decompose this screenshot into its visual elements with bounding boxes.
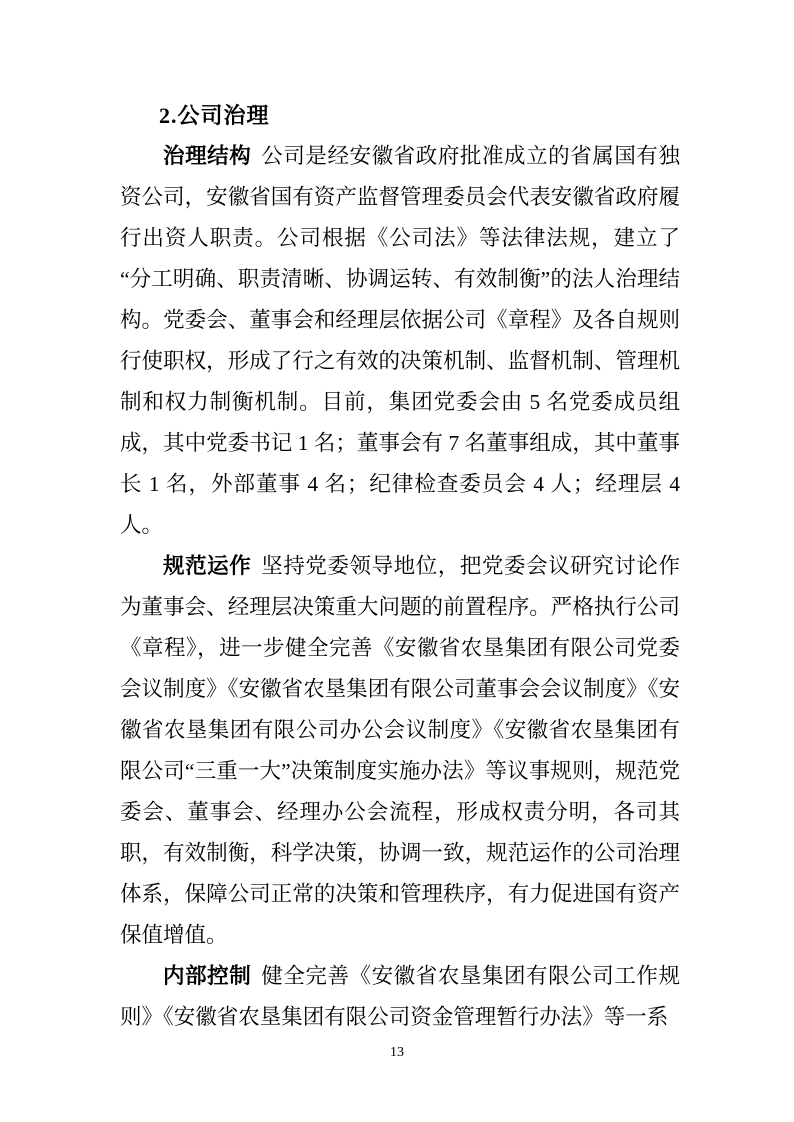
paragraph-text: 健全完善《安徽省农垦集团有限公司工作规则》《安徽省农垦集团有限公司资金管理暂行办法》等一系 bbox=[120, 964, 680, 1029]
paragraph-lead: 规范运作 bbox=[163, 554, 252, 578]
page-number: 13 bbox=[390, 1045, 404, 1060]
section-heading: 2.公司治理 bbox=[159, 103, 270, 128]
paragraph-text: 公司是经安徽省政府批准成立的省属国有独资公司，安徽省国有资产监督管理委员会代表安徽省政府履行出资人职责。公司根据《公司法》等法律法规，建立了“分工明确、职责清晰、协调运转、有效制衡”的法人治理结构。党委会、董事会和经理层依据公司《章程》及各自规则行使职权，形成了行之有效的决策机制、监督机制、管理机制和权力制衡机制。目前，集团党委会由 5 名党委成员组成，其中党委书记 1 名；董事会有 7 名董事组成，其中董事长 1 名，外部董事 4 名；纪律检查委员会 4 人；经理层 4 人。 bbox=[120, 144, 680, 537]
document-body bbox=[120, 95, 680, 1038]
paragraph-governance-structure bbox=[120, 136, 680, 546]
paragraph-lead: 治理结构 bbox=[163, 144, 252, 168]
paragraph-text: 坚持党委领导地位，把党委会议研究讨论作为董事会、经理层决策重大问题的前置程序。严格执行公司《章程》，进一步健全完善《安徽省农垦集团有限公司党委会议制度》《安徽省农垦集团有限公司董事会会议制度》《安徽省农垦集团有限公司办公会议制度》《安徽省农垦集团有限公司“三重一大”决策制度实施办法》等议事规则，规范党委会、董事会、经理办公会流程，形成权责分明，各司其职，有效制衡，科学决策，协调一致，规范运作的公司治理体系，保障公司正常的决策和管理秩序，有力促进国有资产保值增值。 bbox=[120, 554, 680, 947]
paragraph-internal-control bbox=[120, 956, 680, 1038]
paragraph-lead: 内部控制 bbox=[163, 964, 252, 988]
paragraph-standard-operation bbox=[120, 546, 680, 956]
